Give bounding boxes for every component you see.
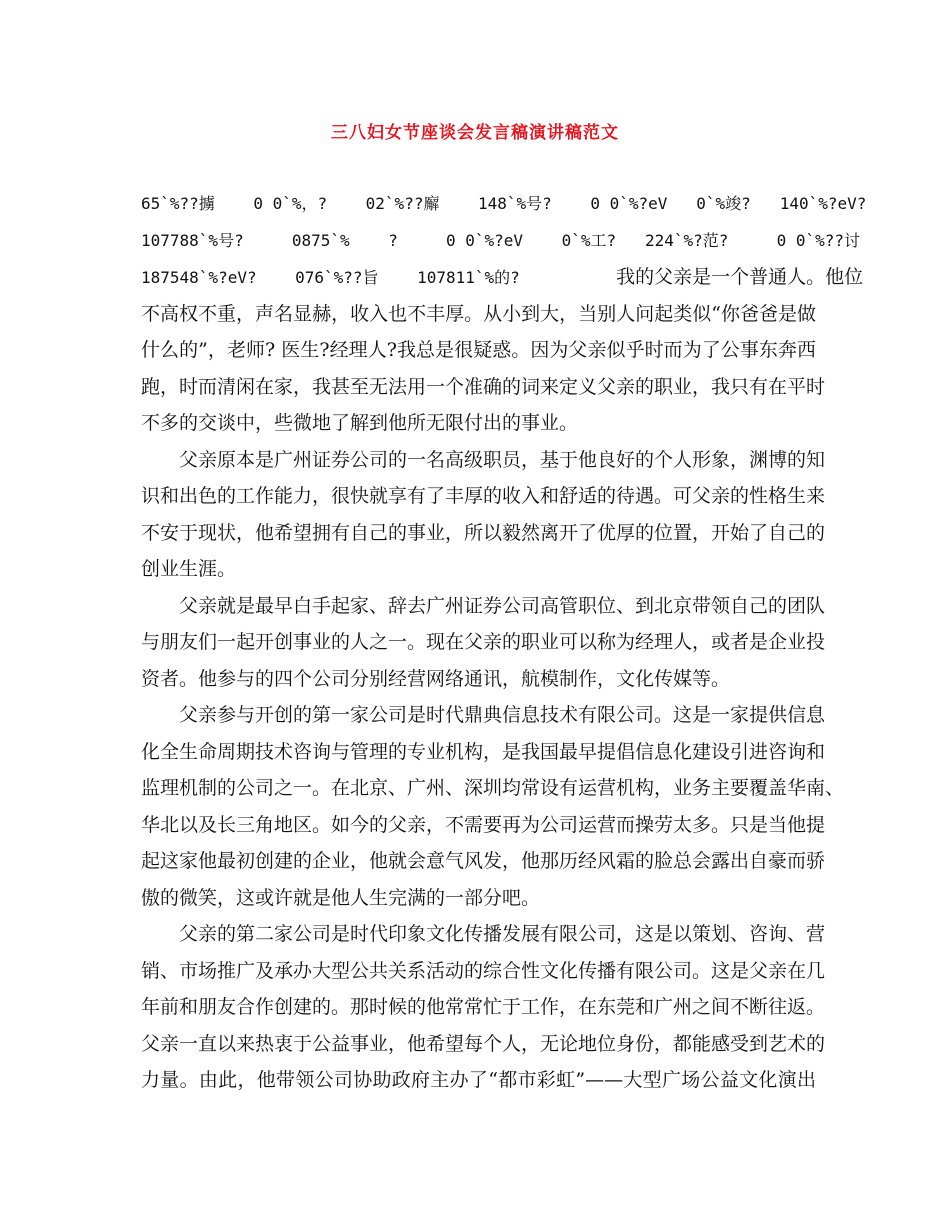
garbled-text-line: 107788`%号? 0875`% ? 0 0`%?eV 0`%工? 224`%?范? 0 0`%??讨 [141,230,861,250]
paragraph-line: 父亲参与开创的第一家公司是时代鼎典信息技术有限公司。这是一家提供信息 [179,704,826,726]
paragraph-line: 资者。他参与的四个公司分别经营网络通讯，航模制作，文化传媒等。 [141,667,731,690]
paragraph-line: 识和出色的工作能力，很快就享有了丰厚的收入和舒适的待遇。可父亲的性格生来 [141,485,826,507]
paragraph-line: 起这家他最初创建的企业，他就会意气风发，他那历经风霜的脸总会露出自豪而骄 [141,850,826,872]
paragraph-line: 与朋友们一起开创事业的人之一。现在父亲的职业可以称为经理人，或者是企业投 [141,631,826,653]
paragraph-line: 不高权不重，声名显赫，收入也不丰厚。从小到大，当别人问起类似“你爸爸是做 [141,302,816,325]
paragraph-line: 年前和朋友合作创建的。那时候的他常常忙于工作，在东莞和广州之间不断往返。 [141,996,826,1018]
garbled-text-line: 65`%??擄 0 0`%，? 02`%??廨 148`%号? 0 0`%?eV 0`%竣? 140`%?eV? [141,194,867,213]
paragraph-line: 父亲一直以来热衷于公益事业，他希望每个人，无论地位身份，都能感受到艺术的 [141,1032,826,1055]
paragraph-line: 监理机制的公司之一。在北京、广州、深圳均常设有运营机构，业务主要覆盖华南、 [141,777,845,799]
paragraph-line: 创业生涯。 [141,558,237,580]
paragraph-line: 不安于现状，他希望拥有自己的事业，所以毅然离开了优厚的位置，开始了自己的 [141,521,826,544]
paragraph-line: 化全生命周期技术咨询与管理的专业机构，是我国最早提倡信息化建设引进咨询和 [141,740,826,763]
paragraph-line: 跑，时而清闲在家，我甚至无法用一个准确的词来定义父亲的职业，我只有在平时 [141,375,826,398]
paragraph-line: 父亲就是最早白手起家、辞去广州证券公司高管职位、到北京带领自己的团队 [179,594,826,617]
paragraph-text-segment: 我的父亲是一个普通人。他位 [616,266,864,288]
garbled-text-segment: 187548`%?eV? 076`%??旨 107811`%的? [141,268,617,287]
paragraph-line: 力量。由此，他带领公司协助政府主办了“都市彩虹”——大型广场公益文化演出 [141,1069,816,1091]
paragraph-line: 不多的交谈中，些微地了解到他所无限付出的事业。 [141,412,579,434]
paragraph-line: 什么的”，老师? 医生?经理人?我总是很疑惑。因为父亲似乎时而为了公事东奔西 [141,339,816,361]
paragraph-line: 华北以及长三角地区。如今的父亲，不需要再为公司运营而操劳太多。只是当他提 [141,813,826,836]
paragraph-line: 父亲原本是广州证券公司的一名高级职员，基于他良好的个人形象，渊博的知 [179,448,826,471]
paragraph-line: 销、市场推广及承办大型公共关系活动的综合性文化传播有限公司。这是父亲在几 [141,959,826,982]
document-title: 三八妇女节座谈会发言稿演讲稿范文 [331,123,619,143]
paragraph-line: 傲的微笑，这或许就是他人生完满的一部分吧。 [141,886,541,909]
document-body [141,186,867,1099]
mixed-text-line [141,259,864,296]
paragraph-line: 父亲的第二家公司是时代印象文化传播发展有限公司，这是以策划、咨询、营 [179,923,826,945]
